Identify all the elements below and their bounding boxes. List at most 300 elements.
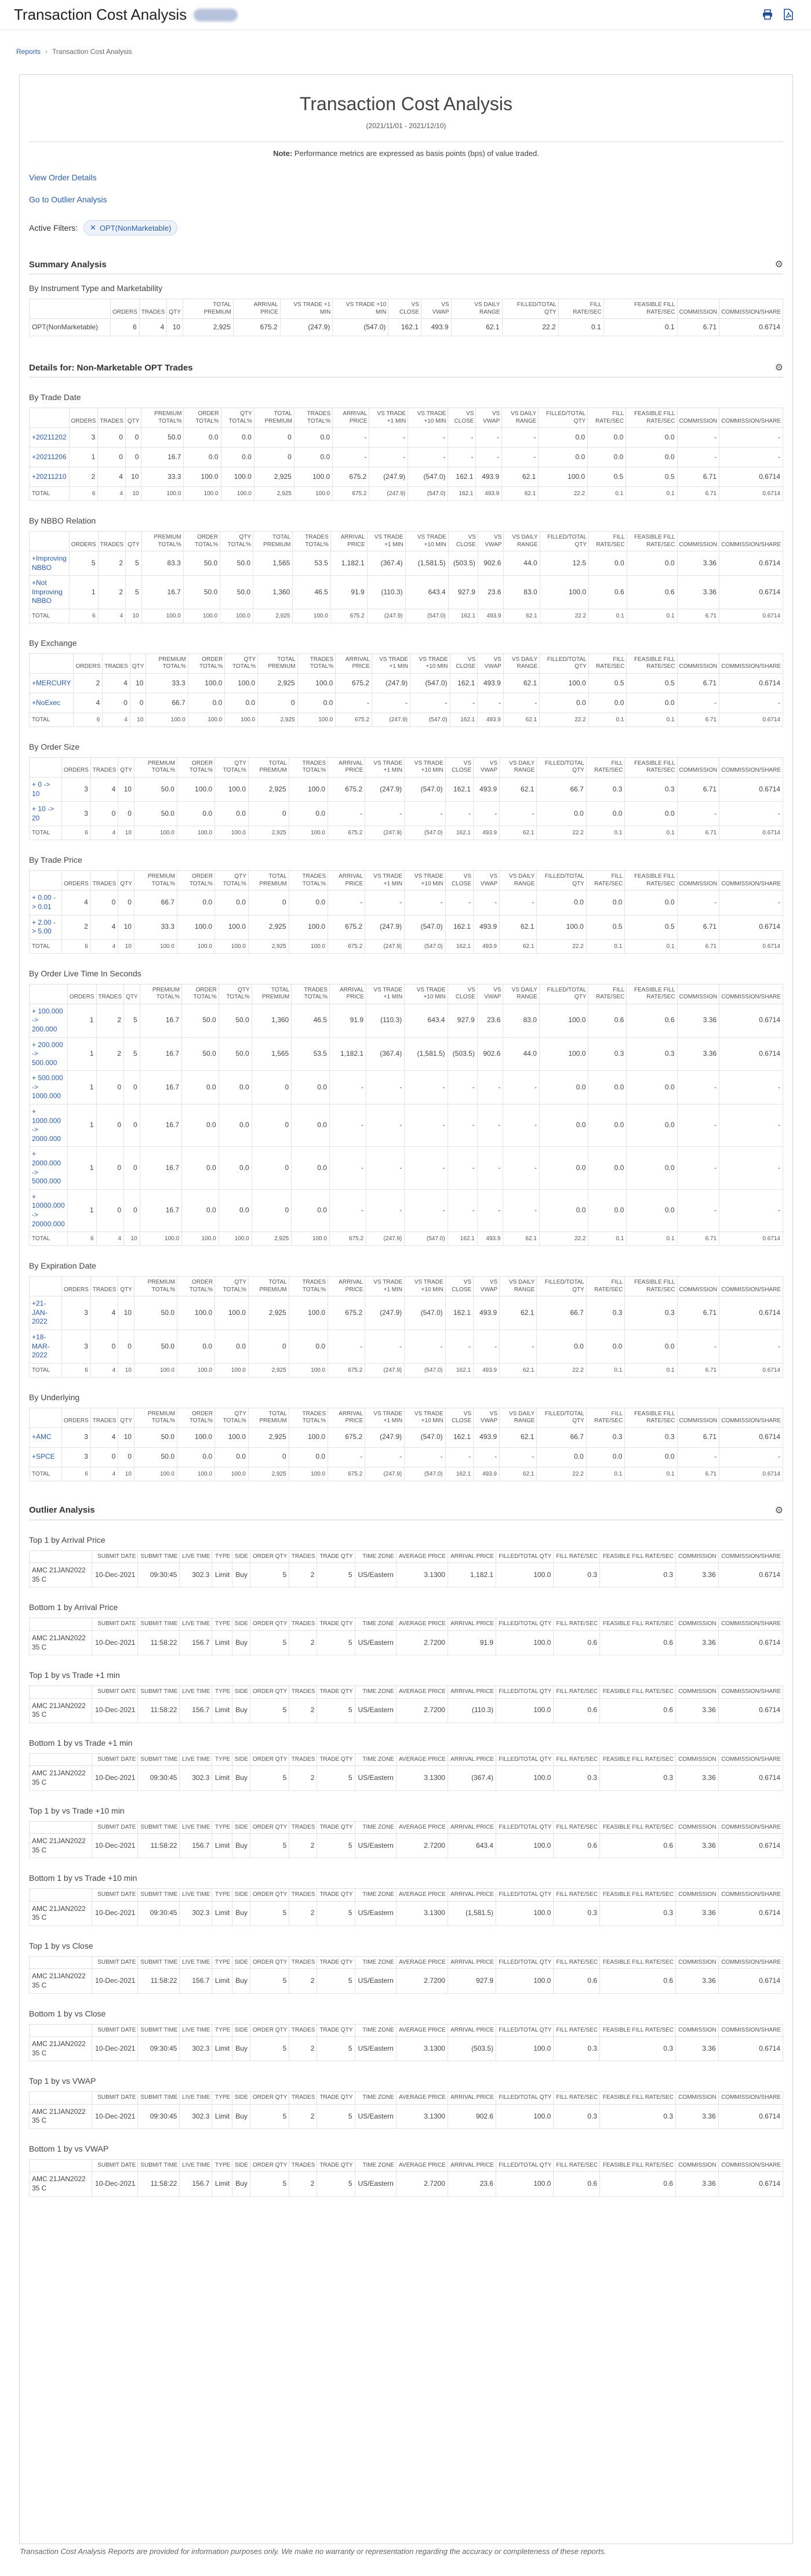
column-header[interactable]: FILLED/TOTAL QTY [496,2024,554,2037]
column-header[interactable]: FILLED/TOTAL QTY [496,1889,554,1902]
column-header[interactable]: QTY [118,757,134,777]
column-header[interactable]: SUBMIT DATE [92,1618,138,1631]
column-header[interactable]: TIME ZONE [355,1753,396,1766]
column-header[interactable]: QTY TOTAL% [221,408,254,428]
column-header[interactable]: FILL RATE/SEC [558,299,603,319]
print-icon[interactable] [761,8,774,21]
column-header[interactable]: TRADES [289,1753,317,1766]
column-header[interactable]: COMMISSION/SHARE [719,1277,783,1296]
column-header[interactable]: AVERAGE PRICE [396,1686,448,1699]
column-header[interactable]: ORDER QTY [250,1550,289,1563]
column-header[interactable]: ORDERS [69,408,98,428]
column-header[interactable]: ORDERS [62,1408,91,1427]
column-header[interactable]: TRADES [98,408,126,428]
column-header[interactable]: VS VWAP [474,757,500,777]
column-header[interactable]: FILL RATE/SEC [554,1956,600,1969]
column-header[interactable]: SIDE [232,1821,250,1834]
column-header[interactable]: ARRIVAL PRICE [448,1956,496,1969]
column-header[interactable]: FILL RATE/SEC [589,532,627,551]
column-header[interactable]: COMMISSION [676,1889,719,1902]
column-header[interactable]: SUBMIT DATE [92,2159,138,2172]
column-header[interactable]: TRADE QTY [317,1956,355,1969]
column-header[interactable]: TYPE [212,2024,232,2037]
column-header[interactable]: ARRIVAL PRICE [448,1889,496,1902]
column-header[interactable]: FEASIBLE FILL RATE/SEC [600,1956,676,1969]
filter-chip[interactable] [83,220,177,235]
column-header[interactable]: VS VWAP [477,984,503,1004]
column-header[interactable]: TRADES [289,2159,317,2172]
column-header[interactable]: FILL RATE/SEC [586,1277,625,1296]
column-header[interactable]: AVERAGE PRICE [396,1821,448,1834]
drilldown-link[interactable]: + 0 -> 10 [32,780,50,798]
column-header[interactable]: COMMISSION/SHARE [719,1408,783,1427]
column-header[interactable]: COMMISSION [676,2024,719,2037]
column-header[interactable]: QTY [167,299,183,319]
column-header[interactable]: VS TRADE +10 MIN [405,871,445,891]
column-header[interactable]: AVERAGE PRICE [396,2159,448,2172]
column-header[interactable]: TRADES [289,2092,317,2105]
column-header[interactable]: TYPE [212,1753,232,1766]
column-header[interactable]: PREMIUM TOTAL% [141,532,183,551]
column-header[interactable]: FILLED/TOTAL QTY [537,757,586,777]
column-header[interactable] [30,1277,62,1296]
column-header[interactable]: ARRIVAL PRICE [448,1550,496,1563]
column-header[interactable]: COMMISSION/SHARE [718,1753,783,1766]
column-header[interactable]: COMMISSION [677,984,719,1004]
drilldown-link[interactable]: +MERCURY [32,678,71,687]
column-header[interactable]: QTY [126,532,142,551]
column-header[interactable]: SIDE [232,1550,250,1563]
column-header[interactable]: FEASIBLE FILL RATE/SEC [600,1821,676,1834]
column-header[interactable]: VS CLOSE [388,299,421,319]
column-header[interactable]: FILL RATE/SEC [554,2159,600,2172]
column-header[interactable]: TOTAL PREMIUM [252,984,292,1004]
column-header[interactable]: TOTAL PREMIUM [258,653,297,673]
column-header[interactable]: FEASIBLE FILL RATE/SEC [625,871,677,891]
column-header[interactable]: FEASIBLE FILL RATE/SEC [625,1408,677,1427]
column-header[interactable]: TIME ZONE [355,1821,396,1834]
row-label[interactable] [30,915,62,939]
column-header[interactable]: TRADES TOTAL% [289,871,328,891]
column-header[interactable]: TYPE [212,1889,232,1902]
row-label[interactable] [30,1329,62,1363]
column-header[interactable]: TOTAL PREMIUM [254,408,294,428]
column-header[interactable]: TOTAL PREMIUM [248,1277,289,1296]
column-header[interactable]: COMMISSION/SHARE [718,1821,783,1834]
column-header[interactable]: VS TRADE +10 MIN [405,1277,445,1296]
column-header[interactable]: SUBMIT DATE [92,1956,138,1969]
column-header[interactable]: ORDER QTY [250,1889,289,1902]
view-order-details-link[interactable]: View Order Details [29,173,97,182]
column-header[interactable]: VS DAILY RANGE [504,532,540,551]
column-header[interactable]: ORDERS [111,299,140,319]
column-header[interactable]: FILLED/TOTAL QTY [496,2159,554,2172]
column-header[interactable]: SIDE [232,1956,250,1969]
column-header[interactable]: TRADES [90,757,118,777]
column-header[interactable] [30,1550,92,1563]
column-header[interactable]: VS TRADE +10 MIN [408,408,448,428]
column-header[interactable]: VS DAILY RANGE [502,408,539,428]
column-header[interactable]: TIME ZONE [355,2024,396,2037]
breadcrumb-reports-link[interactable]: Reports [16,48,41,56]
column-header[interactable]: TRADES [90,871,118,891]
column-header[interactable]: TRADES TOTAL% [289,1408,328,1427]
column-header[interactable]: QTY TOTAL% [215,757,249,777]
column-header[interactable]: ARRIVAL PRICE [448,2092,496,2105]
column-header[interactable]: COMMISSION/SHARE [719,653,783,673]
column-header[interactable]: PREMIUM TOTAL% [141,408,184,428]
column-header[interactable]: SUBMIT DATE [92,1821,138,1834]
column-header[interactable]: TRADES TOTAL% [289,1277,328,1296]
column-header[interactable]: SIDE [232,1889,250,1902]
column-header[interactable]: TRADES [289,1821,317,1834]
row-label[interactable] [30,1104,68,1147]
column-header[interactable] [30,299,111,319]
column-header[interactable]: TOTAL PREMIUM [248,1408,289,1427]
column-header[interactable]: SUBMIT TIME [138,2159,180,2172]
column-header[interactable]: COMMISSION/SHARE [718,1889,783,1902]
row-label[interactable] [30,802,62,826]
column-header[interactable]: TYPE [212,1618,232,1631]
column-header[interactable]: VS VWAP [421,299,451,319]
column-header[interactable]: TYPE [212,1550,232,1563]
column-header[interactable]: SUBMIT TIME [138,1956,180,1969]
row-label[interactable] [30,777,62,801]
row-label[interactable] [30,551,70,576]
column-header[interactable]: COMMISSION [677,871,719,891]
column-header[interactable]: VS TRADE +1 MIN [365,1277,405,1296]
column-header[interactable] [30,1408,62,1427]
column-header[interactable]: COMMISSION/SHARE [719,299,783,319]
column-header[interactable]: VS CLOSE [448,408,476,428]
column-header[interactable]: ARRIVAL PRICE [328,1408,365,1427]
column-header[interactable]: LIVE TIME [180,1686,212,1699]
column-header[interactable]: VS DAILY RANGE [500,1408,537,1427]
column-header[interactable]: VS TRADE +1 MIN [367,532,405,551]
column-header[interactable]: ORDER QTY [250,2159,289,2172]
column-header[interactable]: LIVE TIME [180,1956,212,1969]
column-header[interactable] [30,532,70,551]
column-header[interactable]: LIVE TIME [180,2092,212,2105]
column-header[interactable]: ORDER QTY [250,1753,289,1766]
column-header[interactable]: TRADE QTY [317,1821,355,1834]
column-header[interactable]: TIME ZONE [355,2159,396,2172]
column-header[interactable]: FILLED/TOTAL QTY [496,1550,554,1563]
column-header[interactable]: TRADES [139,299,167,319]
column-header[interactable]: TRADES [289,1618,317,1631]
gear-icon[interactable]: ⚙ [774,363,783,373]
column-header[interactable]: COMMISSION [676,1550,719,1563]
column-header[interactable]: FEASIBLE FILL RATE/SEC [627,984,677,1004]
column-header[interactable]: VS TRADE +1 MIN [365,871,405,891]
column-header[interactable]: SUBMIT TIME [138,1753,180,1766]
column-header[interactable]: TRADE QTY [317,2024,355,2037]
column-header[interactable]: TRADES [289,1956,317,1969]
column-header[interactable]: TIME ZONE [355,1956,396,1969]
column-header[interactable]: QTY [130,653,146,673]
column-header[interactable]: VS CLOSE [445,871,473,891]
column-header[interactable]: FEASIBLE FILL RATE/SEC [600,1753,676,1766]
drilldown-link[interactable]: + 100.000 -> 200.000 [32,1007,63,1033]
column-header[interactable]: ORDER TOTAL% [177,1408,214,1427]
column-header[interactable]: COMMISSION [677,1277,719,1296]
column-header[interactable]: TRADES TOTAL% [294,408,332,428]
column-header[interactable]: ORDERS [62,757,91,777]
column-header[interactable]: SUBMIT DATE [92,1753,138,1766]
column-header[interactable]: TRADES [103,653,130,673]
column-header[interactable]: FILLED/TOTAL QTY [496,1686,554,1699]
drilldown-link[interactable]: +NoExec [32,698,61,707]
column-header[interactable]: PREMIUM TOTAL% [146,653,188,673]
column-header[interactable]: VS CLOSE [445,1408,473,1427]
column-header[interactable]: ORDER QTY [250,1821,289,1834]
column-header[interactable]: SIDE [232,2024,250,2037]
column-header[interactable]: FEASIBLE FILL RATE/SEC [600,2092,676,2105]
column-header[interactable]: VS TRADE +1 MIN [365,757,405,777]
column-header[interactable]: SUBMIT DATE [92,2024,138,2037]
column-header[interactable]: ORDER QTY [250,2024,289,2037]
column-header[interactable] [30,408,70,428]
column-header[interactable]: VS TRADE +1 MIN [365,1408,405,1427]
column-header[interactable]: AVERAGE PRICE [396,1956,448,1969]
column-header[interactable]: FILLED/TOTAL QTY [537,1277,586,1296]
column-header[interactable]: TYPE [212,2092,232,2105]
column-header[interactable]: AVERAGE PRICE [396,2024,448,2037]
column-header[interactable]: FILLED/TOTAL QTY [540,532,588,551]
column-header[interactable]: VS VWAP [478,653,504,673]
drilldown-link[interactable]: +SPCE [32,1452,55,1461]
column-header[interactable]: PREMIUM TOTAL% [134,757,177,777]
column-header[interactable]: ARRIVAL PRICE [448,2024,496,2037]
column-header[interactable] [30,2159,92,2172]
row-label[interactable] [30,467,70,487]
column-header[interactable]: TRADE QTY [317,1618,355,1631]
column-header[interactable]: SUBMIT TIME [138,1889,180,1902]
column-header[interactable]: TIME ZONE [355,2092,396,2105]
column-header[interactable]: TOTAL PREMIUM [253,532,293,551]
drilldown-link[interactable]: +21-JAN-2022 [32,1299,48,1326]
column-header[interactable]: FILLED/TOTAL QTY [496,2092,554,2105]
column-header[interactable]: SUBMIT DATE [92,1550,138,1563]
column-header[interactable]: ARRIVAL PRICE [336,653,372,673]
column-header[interactable]: TRADE QTY [317,2159,355,2172]
column-header[interactable] [30,1821,92,1834]
row-label[interactable] [30,1189,68,1231]
column-header[interactable]: TRADES [96,984,124,1004]
row-label[interactable] [30,428,70,448]
column-header[interactable]: TOTAL PREMIUM [248,871,289,891]
column-header[interactable]: SIDE [232,1753,250,1766]
drilldown-link[interactable]: +20211202 [32,433,67,441]
column-header[interactable]: ARRIVAL PRICE [448,1753,496,1766]
row-label[interactable] [30,1296,62,1330]
column-header[interactable]: VS TRADE +1 MIN [280,299,333,319]
column-header[interactable]: COMMISSION [677,1408,719,1427]
column-header[interactable] [30,1889,92,1902]
column-header[interactable]: ORDER QTY [250,1956,289,1969]
column-header[interactable] [30,871,62,891]
column-header[interactable]: COMMISSION [676,1821,719,1834]
column-header[interactable]: PREMIUM TOTAL% [140,984,181,1004]
gear-icon[interactable]: ⚙ [774,260,783,270]
column-header[interactable]: VS DAILY RANGE [503,653,539,673]
row-label[interactable] [30,673,74,693]
column-header[interactable]: ARRIVAL PRICE [448,1821,496,1834]
column-header[interactable]: FILLED/TOTAL QTY [540,653,588,673]
column-header[interactable]: VS DAILY RANGE [451,299,502,319]
column-header[interactable]: SIDE [232,1686,250,1699]
column-header[interactable]: VS TRADE +1 MIN [372,653,410,673]
column-header[interactable]: TRADES [98,532,126,551]
column-header[interactable]: COMMISSION [676,1686,719,1699]
row-label[interactable] [30,693,74,713]
column-header[interactable]: ARRIVAL PRICE [328,757,365,777]
column-header[interactable]: ORDER TOTAL% [183,532,220,551]
column-header[interactable]: COMMISSION/SHARE [718,1686,783,1699]
column-header[interactable]: LIVE TIME [180,2024,212,2037]
column-header[interactable]: SUBMIT DATE [92,2092,138,2105]
column-header[interactable]: AVERAGE PRICE [396,2092,448,2105]
column-header[interactable]: TRADES [289,1686,317,1699]
column-header[interactable]: SIDE [232,1618,250,1631]
drilldown-link[interactable]: + 500.000 -> 1000.000 [32,1074,63,1100]
column-header[interactable]: AVERAGE PRICE [396,1753,448,1766]
column-header[interactable]: SUBMIT TIME [138,1550,180,1563]
column-header[interactable]: VS VWAP [474,1408,500,1427]
column-header[interactable]: LIVE TIME [180,1821,212,1834]
row-label[interactable] [30,1147,68,1189]
column-header[interactable]: COMMISSION [677,653,719,673]
row-label[interactable] [30,448,70,467]
column-header[interactable]: TRADES [289,2024,317,2037]
row-label[interactable] [30,1427,62,1447]
column-header[interactable]: QTY [118,871,134,891]
column-header[interactable]: ORDERS [62,1277,91,1296]
column-header[interactable]: FEASIBLE FILL RATE/SEC [625,757,677,777]
column-header[interactable]: AVERAGE PRICE [396,1550,448,1563]
column-header[interactable]: VS DAILY RANGE [500,871,537,891]
column-header[interactable]: TYPE [212,1821,232,1834]
column-header[interactable] [30,653,74,673]
remove-filter-icon[interactable]: ✕ [90,223,96,232]
column-header[interactable]: ARRIVAL PRICE [233,299,280,319]
column-header[interactable]: FILL RATE/SEC [554,2024,600,2037]
gear-icon[interactable]: ⚙ [774,1505,783,1516]
column-header[interactable]: FEASIBLE FILL RATE/SEC [600,2159,676,2172]
column-header[interactable]: VS TRADE +10 MIN [405,532,448,551]
column-header[interactable]: SUBMIT TIME [138,2092,180,2105]
column-header[interactable]: FEASIBLE FILL RATE/SEC [600,2024,676,2037]
drilldown-link[interactable]: +AMC [32,1433,52,1441]
column-header[interactable]: COMMISSION/SHARE [718,2024,783,2037]
column-header[interactable]: TOTAL PREMIUM [248,757,289,777]
column-header[interactable]: VS CLOSE [448,532,478,551]
column-header[interactable]: QTY [124,984,140,1004]
column-header[interactable] [30,1686,92,1699]
column-header[interactable]: TRADE QTY [317,1753,355,1766]
column-header[interactable]: ORDER TOTAL% [177,1277,214,1296]
pdf-icon[interactable] [782,8,795,21]
column-header[interactable]: TIME ZONE [355,1686,396,1699]
column-header[interactable]: LIVE TIME [180,1889,212,1902]
column-header[interactable] [30,1618,92,1631]
column-header[interactable]: FEASIBLE FILL RATE/SEC [600,1686,676,1699]
column-header[interactable]: VS TRADE +10 MIN [333,299,388,319]
drilldown-link[interactable]: + 200.000 -> 500.000 [32,1040,63,1067]
column-header[interactable] [30,2024,92,2037]
column-header[interactable]: VS DAILY RANGE [500,1277,537,1296]
column-header[interactable]: VS TRADE +10 MIN [410,653,450,673]
column-header[interactable]: FILL RATE/SEC [586,871,625,891]
column-header[interactable]: QTY TOTAL% [219,984,252,1004]
column-header[interactable]: COMMISSION/SHARE [718,2159,783,2172]
column-header[interactable]: FILL RATE/SEC [586,1408,625,1427]
column-header[interactable]: VS VWAP [474,871,500,891]
column-header[interactable]: LIVE TIME [180,1753,212,1766]
column-header[interactable]: ORDER QTY [250,1618,289,1631]
column-header[interactable]: TIME ZONE [355,1889,396,1902]
column-header[interactable]: FILLED/TOTAL QTY [496,1618,554,1631]
column-header[interactable]: ORDERS [67,984,96,1004]
column-header[interactable]: COMMISSION [676,1753,719,1766]
drilldown-link[interactable]: + 10 -> 20 [32,805,54,822]
column-header[interactable]: ORDER TOTAL% [177,757,214,777]
column-header[interactable]: COMMISSION [677,299,719,319]
column-header[interactable]: TRADES TOTAL% [297,653,336,673]
column-header[interactable]: FEASIBLE FILL RATE/SEC [626,408,677,428]
drilldown-link[interactable]: +Not Improving NBBO [32,579,63,605]
drilldown-link[interactable]: + 0.00 -> 0.01 [32,893,56,911]
column-header[interactable]: SUBMIT TIME [138,1686,180,1699]
column-header[interactable]: VS TRADE +1 MIN [366,984,405,1004]
column-header[interactable]: COMMISSION [677,757,719,777]
column-header[interactable]: FEASIBLE FILL RATE/SEC [627,532,677,551]
column-header[interactable]: PREMIUM TOTAL% [134,1408,177,1427]
column-header[interactable]: FILLED/TOTAL QTY [496,1956,554,1969]
column-header[interactable]: COMMISSION [676,2159,719,2172]
column-header[interactable]: SUBMIT TIME [138,1618,180,1631]
column-header[interactable]: FEASIBLE FILL RATE/SEC [627,653,677,673]
column-header[interactable]: QTY TOTAL% [220,532,253,551]
column-header[interactable] [30,1956,92,1969]
column-header[interactable]: QTY [125,408,141,428]
column-header[interactable]: ORDER TOTAL% [182,984,219,1004]
column-header[interactable]: FILL RATE/SEC [588,653,627,673]
column-header[interactable]: TYPE [212,1956,232,1969]
column-header[interactable] [30,2092,92,2105]
column-header[interactable]: ARRIVAL PRICE [448,1618,496,1631]
column-header[interactable]: SUBMIT TIME [138,1821,180,1834]
column-header[interactable]: QTY TOTAL% [225,653,258,673]
column-header[interactable]: QTY [118,1408,134,1427]
column-header[interactable]: COMMISSION/SHARE [719,532,783,551]
column-header[interactable]: PREMIUM TOTAL% [134,871,177,891]
column-header[interactable]: FILLED/TOTAL QTY [539,408,588,428]
column-header[interactable]: FEASIBLE FILL RATE/SEC [600,1889,676,1902]
column-header[interactable]: TRADES [90,1408,118,1427]
column-header[interactable]: TIME ZONE [355,1550,396,1563]
column-header[interactable]: VS DAILY RANGE [503,984,539,1004]
column-header[interactable]: FILLED/TOTAL QTY [537,871,586,891]
column-header[interactable]: VS CLOSE [445,757,473,777]
column-header[interactable]: FILL RATE/SEC [554,1618,600,1631]
column-header[interactable]: VS TRADE +10 MIN [405,1408,445,1427]
column-header[interactable]: COMMISSION/SHARE [719,408,783,428]
column-header[interactable] [30,984,68,1004]
column-header[interactable]: ORDERS [62,871,91,891]
column-header[interactable]: TRADES TOTAL% [292,984,330,1004]
column-header[interactable] [30,1753,92,1766]
